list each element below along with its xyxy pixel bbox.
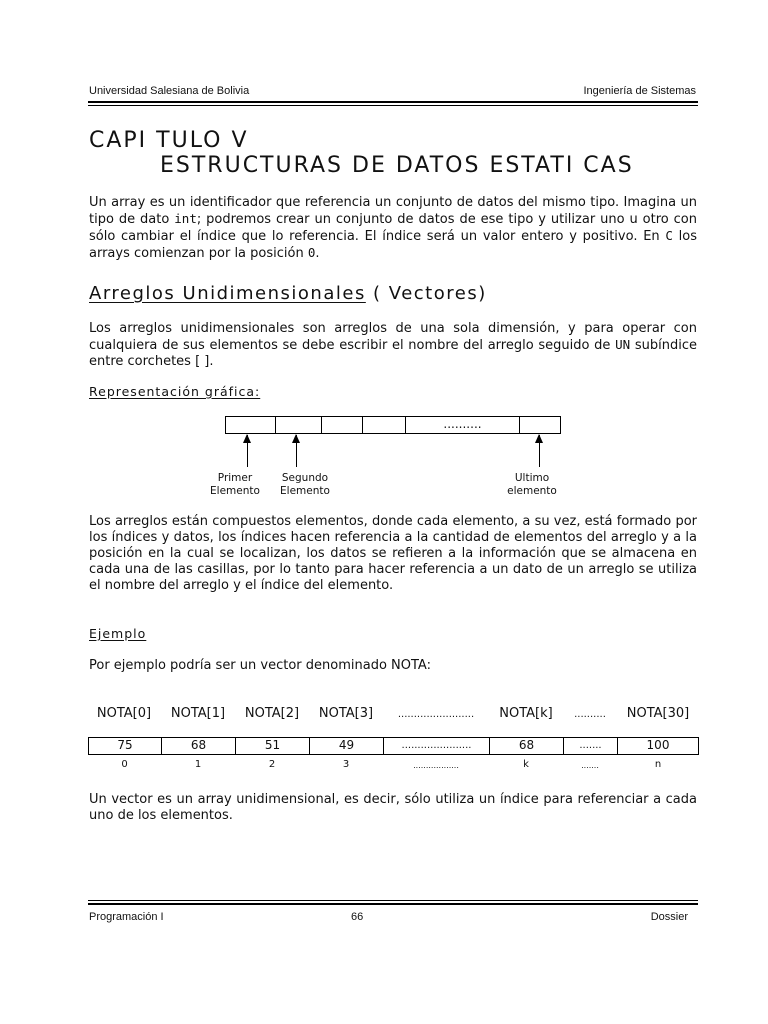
vector-cell: 68 bbox=[490, 738, 564, 754]
vector-cell-ellipsis: ...................... bbox=[384, 738, 490, 754]
vector-header-ellipsis: ........................ bbox=[397, 709, 475, 720]
vector-paragraph: Un vector es un array unidimensional, es decir, sólo utiliza un índice para referenciar a cada uno de los elementos. bbox=[89, 792, 697, 823]
label-last-element: Ultimo elemento bbox=[507, 472, 557, 497]
footer-rule-thin bbox=[88, 900, 698, 901]
vector-cell-ellipsis: ....... bbox=[564, 738, 618, 754]
footer-rule bbox=[88, 903, 698, 905]
vector-cell: 75 bbox=[89, 738, 162, 754]
array-cell bbox=[520, 417, 560, 433]
footer-course: Programación I bbox=[89, 911, 164, 923]
composition-paragraph: Los arreglos están compuestos elementos, donde cada elemento, a su vez, está formado por los índices y datos, los índices hacen referencia a la cantidad de elementos del arreglo y a la posición en la cual se localizan, los datos se refieren a la información que se almacena en cada una de las casillas, por lo tanto para hacer referencia a un dato de un arreglo se utiliza el nombre del arreglo y el índice del elemento. bbox=[89, 514, 697, 593]
vector-values bbox=[88, 737, 699, 755]
array-cell bbox=[322, 417, 363, 433]
vector-cell: 100 bbox=[646, 738, 670, 752]
code-int: int bbox=[174, 211, 197, 226]
example-title: Ejemplo bbox=[89, 626, 147, 641]
footer-dossier: Dossier bbox=[650, 911, 688, 923]
code-c: C bbox=[665, 228, 673, 243]
header-rule bbox=[88, 101, 698, 103]
intro-paragraph: Un array es un identificador que referencia un conjunto de datos del mismo tipo. Imagina un tipo de dato int; podremos crear un conjunto de datos de ese tipo y utilizar uno u otro con sólo cambiar el índice que lo referencia. El índice será un valor entero y positivo. En C los arrays comienzan por la posición 0. bbox=[89, 195, 697, 261]
label-second-element: Segundo Elemento bbox=[280, 472, 330, 497]
vector-cell: 51 bbox=[236, 738, 310, 754]
vector-index: 2 bbox=[268, 759, 276, 770]
vector-index: 0 bbox=[121, 759, 128, 770]
chapter-title: ESTRUCTURAS DE DATOS ESTATI CAS bbox=[160, 153, 634, 178]
vector-header: NOTA[1] bbox=[170, 706, 226, 721]
header-rule-thin bbox=[88, 105, 698, 106]
array-cell bbox=[363, 417, 406, 433]
array-diagram bbox=[225, 416, 561, 434]
vector-cell: 68 bbox=[162, 738, 236, 754]
representation-title: Representación gráfica: bbox=[89, 384, 261, 399]
vector-index: n bbox=[654, 759, 662, 770]
chapter-number: CAPI TULO V bbox=[89, 128, 249, 153]
arrow-up-icon bbox=[247, 435, 248, 467]
example-text: Por ejemplo podría ser un vector denominado NOTA: bbox=[89, 658, 431, 673]
vector-index: 1 bbox=[194, 759, 202, 770]
vector-header: NOTA[0] bbox=[96, 706, 152, 721]
arrow-up-icon bbox=[296, 435, 297, 467]
label-first-element: Primer Elemento bbox=[210, 472, 260, 497]
code-zero: 0 bbox=[307, 245, 316, 260]
vector-header: NOTA[3] bbox=[318, 706, 374, 721]
arrow-up-icon bbox=[539, 435, 540, 467]
code-un: UN bbox=[615, 337, 631, 352]
vector-index-ellipsis: .................. bbox=[413, 761, 459, 770]
array-cell-ellipsis: .......... bbox=[406, 417, 520, 433]
header-institution: Universidad Salesiana de Bolivia bbox=[89, 85, 250, 97]
vector-header-ellipsis: .......... bbox=[574, 709, 606, 720]
header-department: Ingeniería de Sistemas bbox=[583, 85, 696, 97]
vector-header: NOTA[k] bbox=[499, 706, 553, 721]
vector-index-ellipsis: ....... bbox=[581, 761, 599, 770]
vector-header: NOTA[30] bbox=[626, 706, 690, 721]
section-heading: Arreglos Unidimensionales ( Vectores) bbox=[89, 283, 487, 304]
array-cell bbox=[226, 417, 276, 433]
array-cell bbox=[276, 417, 322, 433]
page-number: 66 bbox=[351, 911, 364, 923]
vector-index: k bbox=[523, 759, 529, 770]
vector-header: NOTA[2] bbox=[244, 706, 300, 721]
arreglos-paragraph: Los arreglos unidimensionales son arreglos de una sola dimensión, y para operar con cualquiera de sus elementos se debe escribir el nombre del arreglo seguido de UN subíndice entre corchetes [ ]. bbox=[89, 321, 697, 369]
vector-index: 3 bbox=[342, 759, 350, 770]
vector-cell: 49 bbox=[310, 738, 384, 754]
